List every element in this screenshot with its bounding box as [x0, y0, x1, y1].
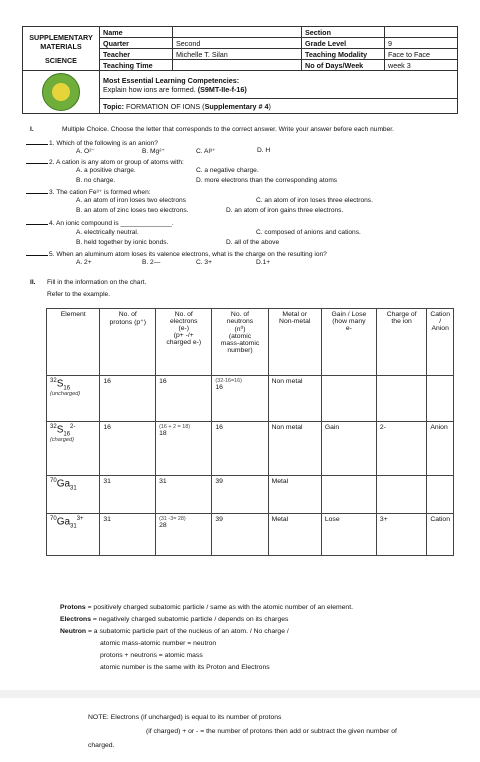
q5-answer-blank[interactable]: [26, 249, 48, 256]
element-symbol: [50, 516, 96, 529]
page-gap: [0, 690, 480, 698]
melc-text-line: [103, 85, 454, 94]
element-cell: [47, 514, 100, 556]
element-cell: [47, 376, 100, 422]
topic-label: Topic:: [103, 101, 125, 111]
cation-cell[interactable]: [427, 476, 454, 514]
days-value: week 3: [385, 60, 458, 71]
metal-cell: Metal: [268, 476, 321, 514]
col-cation-line2: Anion: [431, 325, 449, 332]
protons-cell: 31: [100, 514, 156, 556]
note-line-3: charged.: [88, 742, 115, 749]
col-protons-line2: protons (p⁺): [109, 319, 146, 326]
note-line-1: NOTE: Electrons (if uncharged) is equal to its number of protons: [88, 714, 282, 721]
electrons-cell: [156, 422, 212, 476]
col-neutrons-line2: neutrons: [226, 318, 254, 325]
part1-instruction: Multiple Choice. Choose the letter that corresponds to the correct answer. Write your answer before each number.: [62, 126, 394, 133]
q5-choice-d: D.1+: [256, 259, 271, 266]
protons-cell: 31: [100, 476, 156, 514]
q4-choice-c: C. composed of anions and cations.: [256, 229, 361, 236]
q5-text: 5. When an aluminum atom loses its valence electrons, what is the charge on the resulting ion?: [49, 251, 327, 258]
q4-answer-blank[interactable]: [26, 218, 48, 225]
q4-text: 4. An ionic compound is ______________.: [49, 220, 174, 227]
col-gainlose-line3: e-: [345, 325, 352, 332]
neutrons-cell: [212, 476, 268, 514]
mass-number: 32: [50, 378, 57, 384]
col-cation-line1: Cation /: [430, 311, 450, 325]
q2-choice-d: D. more electrons than the corresponding atoms: [196, 177, 338, 184]
col-protons: [100, 309, 156, 376]
atomic-number: 31: [70, 523, 77, 530]
row-note: (charged): [50, 437, 74, 444]
col-protons-line1: No. of: [118, 311, 137, 318]
symbol: S: [56, 424, 64, 436]
name-label: Name: [100, 27, 173, 38]
col-neutrons-line5: mass-atomic: [220, 340, 260, 347]
teaching-time-field[interactable]: [173, 60, 302, 71]
q1-choice-c: C. Al³⁺: [196, 148, 216, 155]
subject-label: SCIENCE: [45, 55, 77, 65]
worksheet-page-2: [0, 698, 480, 762]
atomic-number: 16: [63, 431, 71, 438]
electrons-calc: (31 -3= 28): [159, 516, 186, 522]
section-label: Section: [302, 27, 385, 38]
row-note: (uncharged): [50, 391, 81, 398]
section-field[interactable]: [385, 27, 458, 38]
neutron-term: Neutron: [60, 628, 87, 635]
col-metal-line1: Metal or: [282, 311, 307, 318]
charge-cell: 2-: [376, 422, 426, 476]
protons-cell: 16: [100, 376, 156, 422]
grade-level-label: Grade Level: [302, 38, 385, 49]
header-table: [22, 26, 458, 114]
ion-charge: 3+: [76, 516, 84, 522]
metal-cell: Non metal: [268, 376, 321, 422]
neutron-def: = a subatomic particle part of the nucleus of an atom. / No charge /: [86, 628, 289, 635]
q4-line: [26, 218, 174, 227]
ion-charge: 2-: [70, 424, 76, 430]
melc-label: Most Essential Learning Competencies:: [103, 75, 240, 85]
q1-line: [26, 138, 158, 147]
q3-text: 3. The cation Fe³⁺ is formed when:: [49, 189, 151, 196]
metal-cell: Non metal: [268, 422, 321, 476]
element-symbol: [50, 478, 96, 491]
q2-text: 2. A cation is any atom or group of atoms with:: [49, 159, 184, 166]
q4-choice-a: A. electrically neutral.: [76, 229, 139, 236]
q3-line: [26, 187, 151, 196]
formula-neutron: atomic mass-atomic number = neutron: [100, 640, 217, 647]
protons-definition: [60, 604, 353, 611]
col-electrons-line2: electrons: [169, 318, 198, 325]
col-electrons-line5: charged e-): [166, 339, 202, 346]
electrons-term: Electrons: [60, 616, 91, 623]
mass-number: 70: [50, 516, 57, 522]
protons-def: = positively charged subatomic particle / same as with the atomic number of an element.: [85, 604, 353, 611]
electrons-def: = negatively charged subatomic particle / depends on its charges: [90, 616, 289, 623]
q1-text: 1. Which of the following is an anion?: [49, 140, 158, 147]
melc-text: Explain how ions are formed.: [103, 84, 196, 94]
quarter-label: Quarter: [100, 38, 173, 49]
neutrons-value: 39: [215, 478, 223, 485]
days-label: No of Days/Week: [302, 60, 385, 71]
formula-atomic-number: atomic number is the same with its Proton and Electrons: [100, 664, 270, 671]
col-charge-line2: the ion: [391, 318, 412, 325]
supplementary-cell: [23, 27, 100, 71]
table-row: [47, 476, 454, 514]
symbol: Ga: [56, 516, 71, 528]
q1-choice-b: B. Mg²⁺: [142, 148, 165, 155]
col-gainlose-line2: (how many: [332, 318, 366, 325]
note-line-2: (if charged) + or - = the number of protons then add or subtract the given number of: [146, 728, 397, 735]
name-field[interactable]: [173, 27, 302, 38]
symbol: Ga: [56, 478, 71, 490]
melc-code: (S9MT-IIe-f-16): [197, 84, 247, 94]
q2-choice-c: C. a negative charge.: [196, 167, 259, 174]
protons-term: Protons: [60, 604, 86, 611]
topic-supplementary: Supplementary # 4: [204, 101, 269, 111]
atomic-number: 31: [70, 485, 77, 492]
col-element-label: Element: [60, 311, 86, 318]
topic-cell: [100, 99, 458, 114]
col-neutrons: [212, 309, 268, 376]
q2-choice-a: A. a positive charge.: [76, 167, 136, 174]
part2-numeral: II.: [30, 279, 36, 286]
element-cell: [47, 422, 100, 476]
electrons-cell: [156, 376, 212, 422]
col-element: [47, 309, 100, 376]
table-row: [47, 422, 454, 476]
formula-mass: protons + neutrons = atomic mass: [100, 652, 203, 659]
topic-close: ): [268, 101, 271, 111]
charge-cell: 3+: [376, 514, 426, 556]
grade-level-value: 9: [385, 38, 458, 49]
q1-choice-d: D. H: [257, 147, 271, 154]
q5-choice-b: B. 2—: [142, 259, 161, 266]
element-cell: [47, 476, 100, 514]
electrons-value: 16: [159, 378, 167, 385]
part2-instruction: Fill in the information on the chart.: [47, 279, 147, 286]
teaching-time-label: Teaching Time: [100, 60, 173, 71]
q5-choice-c: C. 3+: [196, 259, 212, 266]
q3-choice-b: B. an atom of zinc loses two electrons.: [76, 207, 189, 214]
quarter-value: Second: [173, 38, 302, 49]
electrons-cell: [156, 476, 212, 514]
col-electrons-line4: (p+ -/+: [173, 332, 194, 339]
electrons-value: 28: [159, 522, 167, 529]
gainlose-cell[interactable]: [321, 376, 376, 422]
neutron-definition: [60, 628, 289, 635]
school-seal-icon: [42, 73, 80, 111]
q3-choice-a: A. an atom of iron loses two electrons: [76, 197, 186, 204]
q2-choice-b: B. no charge.: [76, 177, 116, 184]
col-neutrons-line4: (atomic: [228, 333, 252, 340]
table-row: [47, 514, 454, 556]
teaching-modality-label: Teaching Modality: [302, 49, 385, 60]
q4-choice-b: B. held together by ionic bonds.: [76, 239, 169, 246]
protons-cell: 16: [100, 422, 156, 476]
ion-chart-table: [46, 308, 454, 556]
col-neutrons-line6: number): [227, 347, 253, 354]
q4-choice-d: D. all of the above: [226, 239, 280, 246]
q3-choice-c: C. an atom of iron loses three electrons.: [256, 197, 373, 204]
neutrons-value: 16: [215, 424, 223, 431]
electrons-cell: [156, 514, 212, 556]
chart-header-row: [47, 309, 454, 376]
gainlose-cell: Lose: [321, 514, 376, 556]
charge-cell[interactable]: [376, 476, 426, 514]
neutrons-calc: (32-16=16): [215, 378, 242, 384]
electrons-calc: (16 + 2 = 18): [159, 424, 190, 430]
col-gainlose-line1: Gain / Lose: [331, 311, 367, 318]
topic-text: FORMATION OF IONS (: [126, 101, 205, 111]
q3-answer-blank[interactable]: [26, 187, 48, 194]
materials-label: MATERIALS: [40, 41, 82, 51]
q5-choice-a: A. 2+: [76, 259, 92, 266]
supplementary-label: SUPPLEMENTARY: [29, 32, 93, 42]
col-neutrons-line3: (n⁰): [234, 326, 246, 333]
col-charge: [376, 309, 426, 376]
cation-cell: Cation: [427, 514, 454, 556]
teaching-modality-value: Face to Face: [385, 49, 458, 60]
teacher-value: Michelle T. Silan: [173, 49, 302, 60]
part1-numeral: I.: [30, 126, 34, 133]
q2-line: [26, 157, 184, 166]
logo-cell: [23, 71, 100, 114]
neutrons-cell: [212, 422, 268, 476]
electrons-definition: [60, 616, 288, 623]
symbol: S: [56, 378, 64, 390]
neutrons-cell: [212, 376, 268, 422]
neutrons-value: 16: [215, 384, 223, 391]
neutrons-value: 39: [215, 516, 223, 523]
q5-line: [26, 249, 327, 258]
teacher-label: Teacher: [100, 49, 173, 60]
table-row: [47, 376, 454, 422]
col-electrons-line3: (e-): [178, 325, 190, 332]
col-metal-line2: Non-metal: [279, 318, 311, 325]
cation-cell: Anion: [427, 422, 454, 476]
gainlose-cell: Gain: [321, 422, 376, 476]
col-gainlose: [321, 309, 376, 376]
col-neutrons-line1: No. of: [230, 311, 250, 318]
electrons-value: 31: [159, 478, 167, 485]
element-symbol: [50, 378, 96, 391]
electrons-value: 18: [159, 430, 167, 437]
atomic-number: 16: [63, 385, 71, 392]
col-electrons: [156, 309, 212, 376]
melc-cell: [100, 71, 458, 99]
col-metal: [268, 309, 321, 376]
neutrons-cell: [212, 514, 268, 556]
charge-cell[interactable]: [376, 376, 426, 422]
element-symbol: [50, 424, 96, 437]
gainlose-cell[interactable]: [321, 476, 376, 514]
q1-choice-a: A. O²⁻: [76, 148, 95, 155]
mass-number: 32: [50, 424, 57, 430]
cation-cell[interactable]: [427, 376, 454, 422]
q2-answer-blank[interactable]: [26, 157, 48, 164]
col-electrons-line1: No. of: [174, 311, 193, 318]
q3-choice-d: D. an atom of iron gains three electrons.: [226, 207, 344, 214]
q1-answer-blank[interactable]: [26, 138, 48, 145]
metal-cell: Metal: [268, 514, 321, 556]
col-charge-line1: Charge of: [386, 311, 417, 318]
col-cation: [427, 309, 454, 376]
mass-number: 70: [50, 478, 57, 484]
part2-refer: Refer to the example.: [47, 291, 111, 298]
